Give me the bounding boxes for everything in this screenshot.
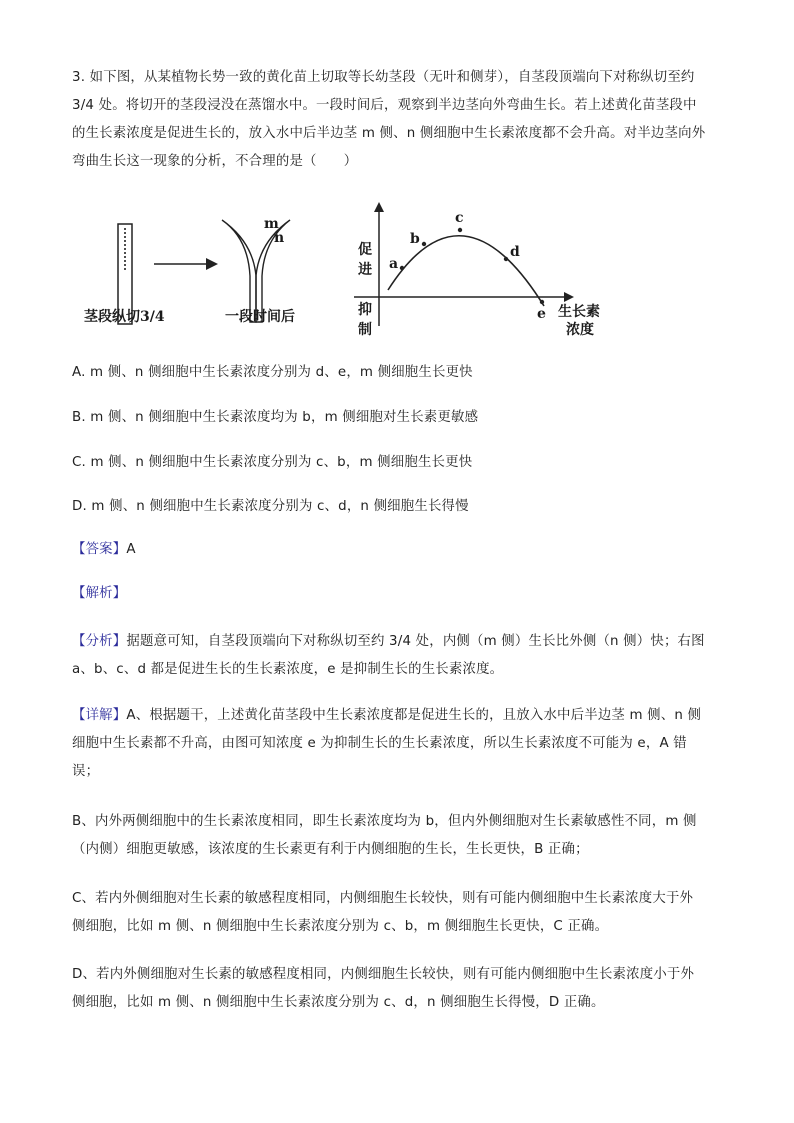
xiangjie-a: 【详解】A、根据题干，上述黄化苗茎段中生长素浓度都是促进生长的，且放入水中后半边茎 m 侧、n 侧 细胞中生长素都不升高，由图可知浓度 e 为抑制生长的生长素浓度，所以生长素浓度不可能为 e，A 错 误； xyxy=(72,708,702,779)
question-figure xyxy=(82,198,622,346)
option-b: B. m 侧、n 侧细胞中生长素浓度均为 b，m 侧细胞对生长素更敏感 xyxy=(72,410,479,425)
middle-caption: 一段时间后 xyxy=(225,309,295,325)
option-c: C. m 侧、n 侧细胞中生长素浓度分别为 c、b，m 侧细胞生长更快 xyxy=(72,455,473,470)
label-m: m xyxy=(264,216,279,232)
question-line: 3. 如下图，从某植物长势一致的黄化苗上切取等长幼茎段（无叶和侧芽），自茎段顶端向下对称纵切至约 xyxy=(72,70,695,85)
question-line: 弯曲生长这一现象的分析，不合理的是（ ） xyxy=(72,154,358,169)
point-label-d: d xyxy=(510,244,520,260)
point-d xyxy=(504,257,508,261)
xiangjie-b: B、内外两侧细胞中的生长素浓度相同，即生长素浓度均为 b，但内外侧细胞对生长素敏感性不同，m 侧 （内侧）细胞更敏感，该浓度的生长素更有利于内侧细胞的生长，生长更快，B 正确； xyxy=(72,814,697,857)
y-axis-arrow-icon xyxy=(374,202,384,212)
xiangjie-tag: 【详解】 xyxy=(72,708,127,723)
question-line: 的生长素浓度是促进生长的，放入水中后半边茎 m 侧、n 侧细胞中生长素浓度都不会升高。对半边茎向外 xyxy=(72,126,706,141)
question-line: 3/4 处。将切开的茎段浸没在蒸馏水中。一段时间后，观察到半边茎向外弯曲生长。若上述黄化苗茎段中 xyxy=(72,98,697,113)
point-b xyxy=(422,242,426,246)
fenxi-block: 【分析】据题意可知，自茎段顶端向下对称纵切至约 3/4 处，内侧（m 侧）生长比外侧（n 侧）快；右图 a、b、c、d 都是促进生长的生长素浓度，e 是抑制生长的生长素浓度。 xyxy=(72,634,705,677)
analysis-header: 【解析】 xyxy=(72,586,127,601)
xiangjie-d: D、若内外侧细胞对生长素的敏感程度相同，内侧细胞生长较快，则有可能内侧细胞中生长素浓度小于外 侧细胞，比如 m 侧、n 侧细胞中生长素浓度分别为 c、d，n 侧细胞生长得慢，D 正确。 xyxy=(72,967,695,1010)
y-label-promote: 进 xyxy=(358,262,372,278)
x-axis-arrow-icon xyxy=(564,292,574,302)
x-label: 浓度 xyxy=(566,322,594,338)
y-label-promote: 促 xyxy=(358,242,372,258)
y-label-inhibit: 制 xyxy=(358,322,372,338)
point-e xyxy=(540,300,544,304)
point-c xyxy=(458,228,462,232)
option-a: A. m 侧、n 侧细胞中生长素浓度分别为 d、e，m 侧细胞生长更快 xyxy=(72,365,473,380)
point-a xyxy=(400,266,404,270)
answer-tag: 【答案】 xyxy=(72,542,127,557)
answer-value: A xyxy=(126,542,136,557)
x-label: 生长素 xyxy=(558,304,600,320)
left-half-stem-icon xyxy=(222,220,256,322)
point-label-a: a xyxy=(389,256,399,272)
question-stem xyxy=(72,64,726,176)
point-label-e: e xyxy=(537,306,546,322)
label-n: n xyxy=(274,230,285,246)
option-d: D. m 侧、n 侧细胞中生长素浓度分别为 c、d，n 侧细胞生长得慢 xyxy=(72,499,469,514)
arrow-head-icon xyxy=(206,258,218,270)
point-label-c: c xyxy=(455,210,464,226)
left-caption: 茎段纵切3/4 xyxy=(84,309,165,325)
fenxi-tag: 【分析】 xyxy=(72,634,127,649)
right-half-stem-icon xyxy=(256,220,290,322)
point-label-b: b xyxy=(410,231,420,247)
y-label-inhibit: 抑 xyxy=(358,302,372,318)
answer-line xyxy=(72,536,726,564)
xiangjie-c: C、若内外侧细胞对生长素的敏感程度相同，内侧细胞生长较快，则有可能内侧细胞中生长素浓度大于外 侧细胞，比如 m 侧、n 侧细胞中生长素浓度分别为 c、b，m 侧细胞生长更快，C 正确。 xyxy=(72,891,694,934)
